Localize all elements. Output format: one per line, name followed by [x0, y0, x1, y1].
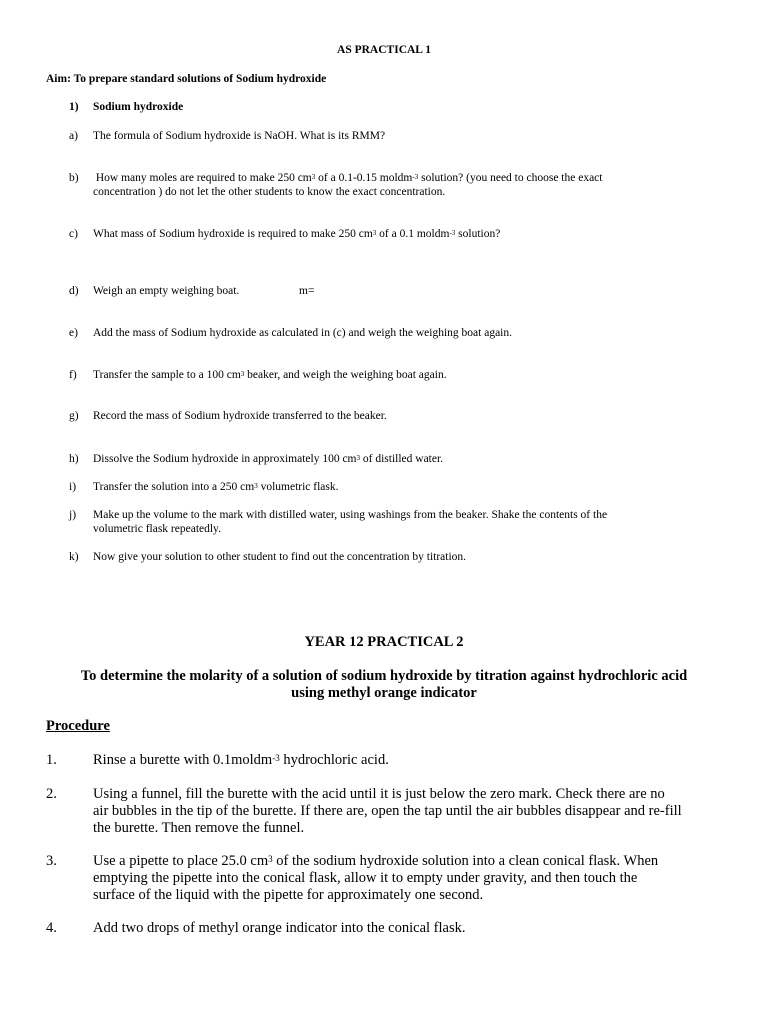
item-text: Transfer the sample to a 100 $cm^3$ beaker, and weigh the weighing boat again.: [93, 369, 447, 381]
item-marker: a): [69, 130, 78, 142]
item-marker: j): [69, 509, 77, 521]
item-text: What mass of Sodium hydroxide is required to make 250 $cm^3$ of a 0.1 moldm$^{-3}$ solution?: [93, 228, 501, 240]
step-text: Rinse a burette with 0.1moldm$^{-3}$ hydrochloric acid.: [93, 752, 389, 768]
section-title: Sodium hydroxide: [93, 101, 184, 113]
aim-heading: Aim: To prepare standard solutions of Sodium hydroxide: [46, 73, 327, 85]
step-text-continued: emptying the pipette into the conical flask, allow it to empty under gravity, and then touch the: [93, 870, 638, 886]
item-text: Dissolve the Sodium hydroxide in approximately 100 $cm^3$ of distilled water.: [93, 453, 444, 465]
item-text: Now give your solution to other student to find out the concentration by titration.: [93, 551, 467, 563]
step-text: Add two drops of methyl orange indicator into the conical flask.: [93, 920, 466, 936]
item-text: Weigh an empty weighing boat.: [93, 285, 240, 297]
item-marker: d): [69, 285, 79, 297]
item-marker: f): [69, 369, 77, 381]
step-text: Using a funnel, fill the burette with the acid until it is just below the zero mark. Check there are no: [93, 786, 665, 802]
item-marker: g): [69, 410, 79, 422]
mass-field-label: m=: [299, 285, 315, 297]
section-heading: YEAR 12 PRACTICAL 2: [304, 634, 464, 650]
section-number: 1): [69, 101, 79, 113]
item-text: Record the mass of Sodium hydroxide transferred to the beaker.: [93, 410, 387, 422]
item-text: The formula of Sodium hydroxide is NaOH. What is its RMM?: [93, 130, 386, 142]
practical-subtitle-continued: using methyl orange indicator: [291, 685, 477, 701]
item-marker: i): [69, 481, 77, 493]
item-marker: b): [69, 172, 79, 184]
procedure-heading: Procedure: [46, 718, 110, 734]
step-number: 1.: [46, 752, 57, 768]
step-number: 3.: [46, 853, 57, 869]
step-text-continued: the burette. Then remove the funnel.: [93, 820, 305, 836]
item-text: How many moles are required to make 250 $cm^3$ of a 0.1-0.15 moldm$^{-3}$ solution? (you need to choose the exact: [93, 172, 603, 184]
item-marker: e): [69, 327, 78, 339]
step-text-continued: surface of the liquid with the pipette for approximately one second.: [93, 887, 484, 903]
step-number: 4.: [46, 920, 57, 936]
item-marker: c): [69, 228, 78, 240]
item-text: Make up the volume to the mark with distilled water, using washings from the beaker. Shake the contents of the: [93, 509, 608, 521]
item-text: Transfer the solution into a 250 $cm^3$ volumetric flask.: [93, 481, 339, 493]
item-marker: h): [69, 453, 79, 465]
step-number: 2.: [46, 786, 57, 802]
item-text-continued: volumetric flask repeatedly.: [93, 523, 221, 535]
step-text-continued: air bubbles in the tip of the burette. If there are, open the tap until the air bubbles disappear and re-fill: [93, 803, 682, 819]
item-marker: k): [69, 551, 79, 563]
item-text-continued: concentration ) do not let the other students to know the exact concentration.: [93, 186, 446, 198]
item-text: Add the mass of Sodium hydroxide as calculated in (c) and weigh the weighing boat again.: [93, 327, 513, 339]
practical-subtitle: To determine the molarity of a solution of sodium hydroxide by titration against hydrochloric acid: [80, 668, 688, 684]
page-title: AS PRACTICAL 1: [337, 44, 431, 56]
step-text: Use a pipette to place 25.0 $cm^3$ of the sodium hydroxide solution into a clean conical flask. When: [93, 853, 659, 869]
